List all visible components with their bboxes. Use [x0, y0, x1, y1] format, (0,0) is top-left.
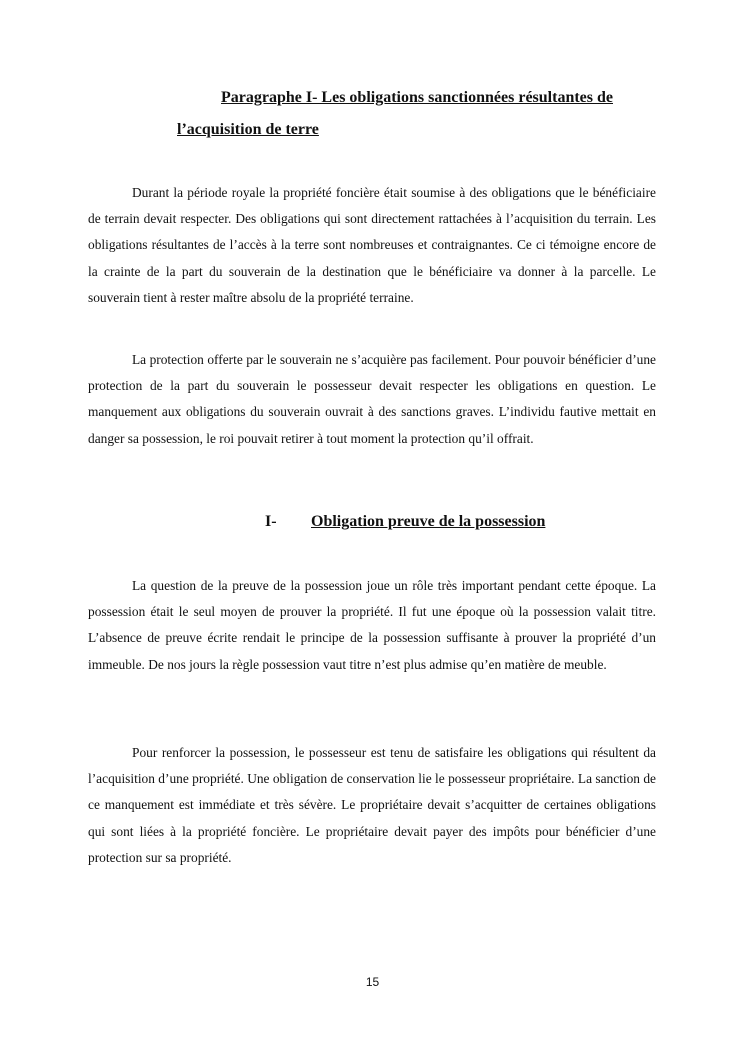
heading-line-2: l’acquisition de terre	[177, 121, 319, 138]
section-paragraph-2: Pour renforcer la possession, le possesseur est tenu de satisfaire les obligations qui résultent da l’acquisition d’une propriété. Une obligation de conservation lie le possesseur propriétaire. La sanction de ce manquement est immédiate et très sévère. Le propriétaire devait s’acquitter de certaines obligations qui sont liées à la propriété foncière. Le propriétaire devait payer des impôts pour bénéficier d’une protection sur sa propriété.	[88, 745, 656, 865]
paragraph-2: La protection offerte par le souverain ne s’acquière pas facilement. Pour pouvoir bénéficier d’une protection de la part du souverain le possesseur devait respecter les obligations en question. Le manquement aux obligations du souverain ouvrait à des sanctions graves. L’individu fautive mettait en danger sa possession, le roi pouvait retirer à tout moment la protection qu’il offrait.	[88, 352, 656, 446]
paragraph-1: Durant la période royale la propriété foncière était soumise à des obligations que le bénéficiaire de terrain devait respecter. Des obligations qui sont directement rattachées à l’acquisition du terrain. Les obligations résultantes de l’accès à la terre sont nombreuses et contraignantes. Ce ci témoigne encore de la crainte de la part du souverain de la destination que le bénéficiaire va donner à la parcelle. Le souverain tient à rester maître absolu de la propriété terraine.	[88, 185, 656, 305]
section-title: Obligation preuve de la possession	[311, 513, 546, 530]
page-number: 15	[365, 975, 380, 989]
section-paragraph-1: La question de la preuve de la possession joue un rôle très important pendant cette époque. La possession était le seul moyen de prouver la propriété. Il fut une époque où la possession valait titre. L’absence de preuve écrite rendait le principe de la possession suffisante à prouver la propriété d’un immeuble. De nos jours la règle possession vaut titre n’est plus admise qu’en matière de meuble.	[88, 578, 656, 672]
heading-line-1: Paragraphe I- Les obligations sanctionnées résultantes de	[221, 89, 613, 106]
section-number: I-	[265, 513, 277, 530]
